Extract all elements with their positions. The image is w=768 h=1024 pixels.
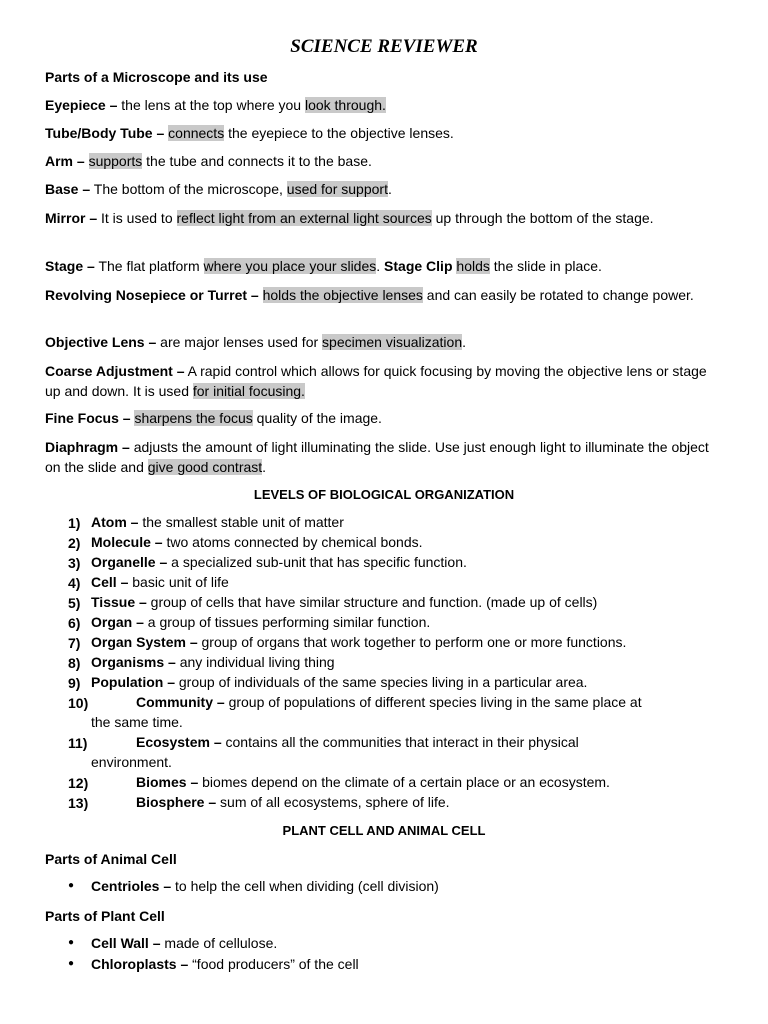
eyepiece-entry: Eyepiece – the lens at the top where you look through. [45, 97, 386, 113]
fine-focus-entry: Fine Focus – sharpens the focus quality of the image. [45, 410, 382, 426]
level-number: 4) [68, 575, 81, 591]
level-item: Cell – basic unit of life [91, 574, 229, 590]
level-item: Atom – the smallest stable unit of matter [91, 514, 344, 530]
level-number: 2) [68, 535, 81, 551]
levels-heading: LEVELS OF BIOLOGICAL ORGANIZATION [253, 487, 515, 502]
nosepiece-entry: Revolving Nosepiece or Turret – holds the objective lenses and can easily be rotated to change power. [45, 287, 694, 303]
level-number: 12) [68, 775, 89, 791]
level-number: 6) [68, 615, 81, 631]
level-number: 13) [68, 795, 89, 811]
level-item: Tissue – group of cells that have similar structure and function. (made up of cells) [91, 594, 598, 610]
cells-heading: PLANT CELL AND ANIMAL CELL [282, 823, 486, 838]
level-number: 8) [68, 655, 81, 671]
diaphragm-entry: Diaphragm – adjusts the amount of light illuminating the slide. Use just enough light to illuminate the object on the slide and give good contrast. [45, 439, 709, 475]
level-item: Biosphere – sum of all ecosystems, sphere of life. [136, 794, 450, 810]
level-item: Molecule – two atoms connected by chemical bonds. [91, 534, 423, 550]
arm-entry: Arm – supports the tube and connects it to the base. [45, 153, 372, 169]
objective-entry: Objective Lens – are major lenses used for specimen visualization. [45, 334, 466, 350]
level-number: 9) [68, 675, 81, 691]
plant-cell-heading: Parts of Plant Cell [45, 908, 165, 924]
bullet-icon: ● [68, 937, 75, 948]
bullet-icon: ● [68, 958, 75, 969]
level-item: Ecosystem – contains all the communities that interact in their physical [136, 734, 579, 750]
animal-cell-heading: Parts of Animal Cell [45, 851, 177, 867]
level-number: 5) [68, 595, 81, 611]
level-item: Organ – a group of tissues performing similar function. [91, 614, 431, 630]
level-item: Community – group of populations of different species living in the same place at [136, 694, 642, 710]
bullet-icon: ● [68, 880, 75, 891]
stage-entry: Stage – The flat platform where you place your slides. Stage Clip holds the slide in place. [45, 258, 602, 274]
level-item-continuation: environment. [91, 754, 172, 770]
level-item: Population – group of individuals of the same species living in a particular area. [91, 674, 588, 690]
level-item: Organelle – a specialized sub-unit that has specific function. [91, 554, 467, 570]
cell-part-item: Chloroplasts – “food producers” of the cell [91, 956, 359, 972]
tube-entry: Tube/Body Tube – connects the eyepiece to the objective lenses. [45, 125, 454, 141]
page-title: SCIENCE REVIEWER [290, 36, 478, 57]
cell-part-item: Centrioles – to help the cell when dividing (cell division) [91, 878, 439, 894]
level-number: 3) [68, 555, 81, 571]
cell-part-item: Cell Wall – made of cellulose. [91, 935, 278, 951]
level-item: Organisms – any individual living thing [91, 654, 335, 670]
mirror-entry: Mirror – It is used to reflect light from an external light sources up through the bottom of the stage. [45, 210, 654, 226]
level-number: 11) [68, 735, 88, 751]
base-entry: Base – The bottom of the microscope, used for support. [45, 181, 392, 197]
level-number: 1) [68, 515, 81, 531]
coarse-adjustment-entry: Coarse Adjustment – A rapid control which allows for quick focusing by moving the objective lens or stage up and down. It is used for initial focusing. [45, 363, 707, 399]
level-item: Organ System – group of organs that work together to perform one or more functions. [91, 634, 627, 650]
level-number: 10) [68, 695, 89, 711]
level-number: 7) [68, 635, 81, 651]
microscope-heading: Parts of a Microscope and its use [45, 69, 268, 85]
level-item: Biomes – biomes depend on the climate of a certain place or an ecosystem. [136, 774, 610, 790]
level-item-continuation: the same time. [91, 714, 183, 730]
